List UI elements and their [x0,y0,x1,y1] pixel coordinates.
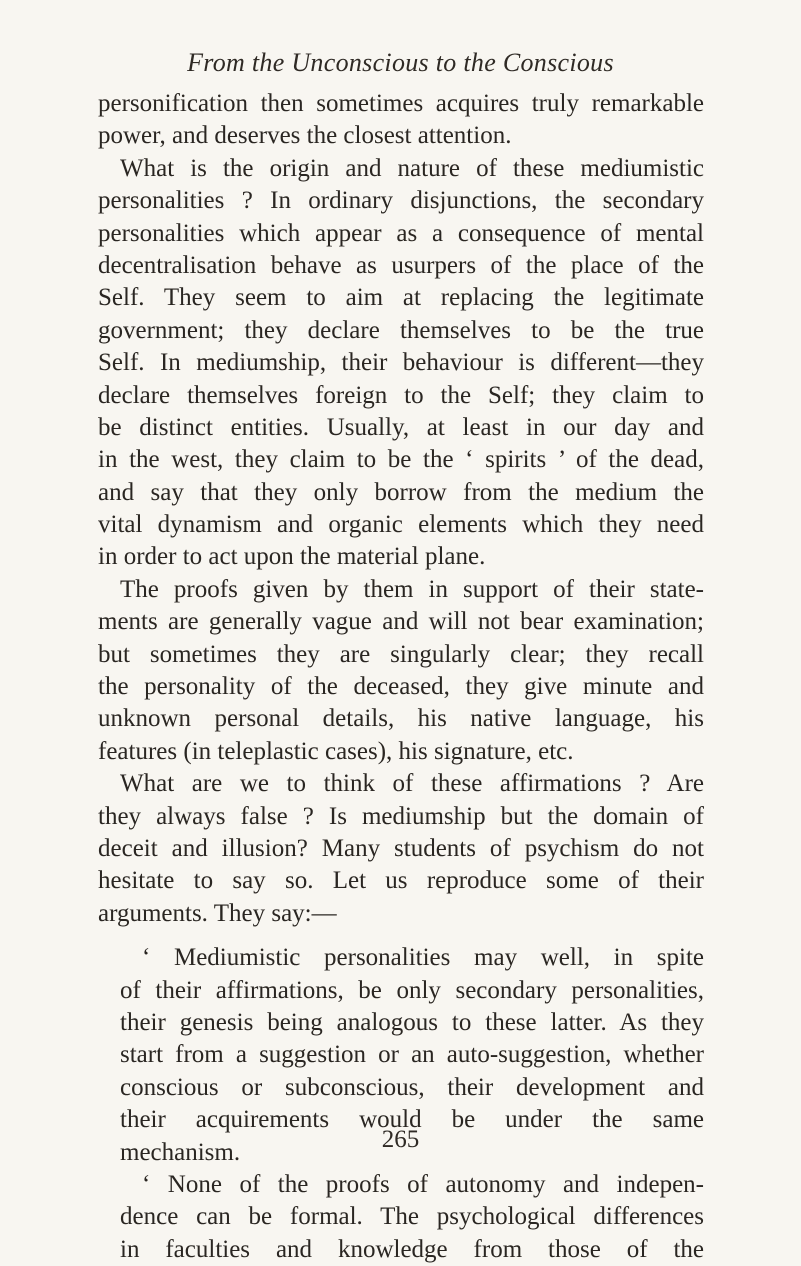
text-line: be distinct entities. Usually, at least in our day and [98,413,704,441]
page-number: 265 [381,1126,420,1153]
text-line: in faculties and knowledge from those of the [120,1235,704,1263]
text-line: What are we to think of these affirmations ? Are [120,770,704,798]
paragraph-gap [98,930,704,942]
text-line: government; they declare themselves to be the true [98,316,704,344]
text-line: but sometimes they are singularly clear; they recall [98,640,704,668]
text-line: ‘ Mediumistic personalities may well, in spite [142,944,704,972]
text-line: ‘ None of the proofs of autonomy and indepen- [142,1170,704,1198]
text-line: vital dynamism and organic elements which they need [98,511,704,539]
text-line: start from a suggestion or an auto-suggestion, whether [120,1041,704,1069]
text-line: power, and deserves the closest attention. [98,122,512,150]
text-line: of their affirmations, be only secondary personalities, [120,976,704,1004]
text-line: Self. In mediumship, their behaviour is different—they [98,349,704,377]
text-line: personalities which appear as a consequence of mental [98,219,704,247]
text-line: dence can be formal. The psychological differences [120,1203,704,1231]
text-line: What is the origin and nature of these mediumistic [120,154,704,182]
text-line: hesitate to say so. Let us reproduce some of their [98,867,704,895]
text-line: in order to act upon the material plane. [98,543,486,571]
text-line: their acquirements would be under the same [120,1106,704,1134]
text-line: arguments. They say:— [98,899,337,927]
text-line: the personality of the deceased, they give minute and [98,673,704,701]
text-line: The proofs given by them in support of their state- [120,575,704,603]
body-text [98,88,704,1266]
text-line: their genesis being analogous to these latter. As they [120,1008,704,1036]
text-line: and say that they only borrow from the medium the [98,478,704,506]
text-line: unknown personal details, his native language, his [98,705,704,733]
text-line: personification then sometimes acquires truly remarkable [98,90,704,117]
text-line: in the west, they claim to be the ‘ spirits ’ of the dead, [98,446,704,474]
text-line: mechanism. [120,1138,241,1166]
text-line: they always false ? Is mediumship but the domain of [98,802,704,830]
text-line: Self. They seem to aim at replacing the legitimate [98,284,704,312]
text-line: personalities ? In ordinary disjunctions, the secondary [98,187,704,215]
text-line: decentralisation behave as usurpers of the place of the [98,251,704,279]
text-line: features (in teleplastic cases), his signature, etc. [98,737,574,765]
text-line: deceit and illusion? Many students of psychism do not [98,834,704,862]
text-line: conscious or subconscious, their development and [120,1073,704,1101]
text-line: declare themselves foreign to the Self; they claim to [98,381,704,409]
text-line: ments are generally vague and will not bear examination; [98,608,704,636]
running-head: From the Unconscious to the Conscious [187,48,614,77]
